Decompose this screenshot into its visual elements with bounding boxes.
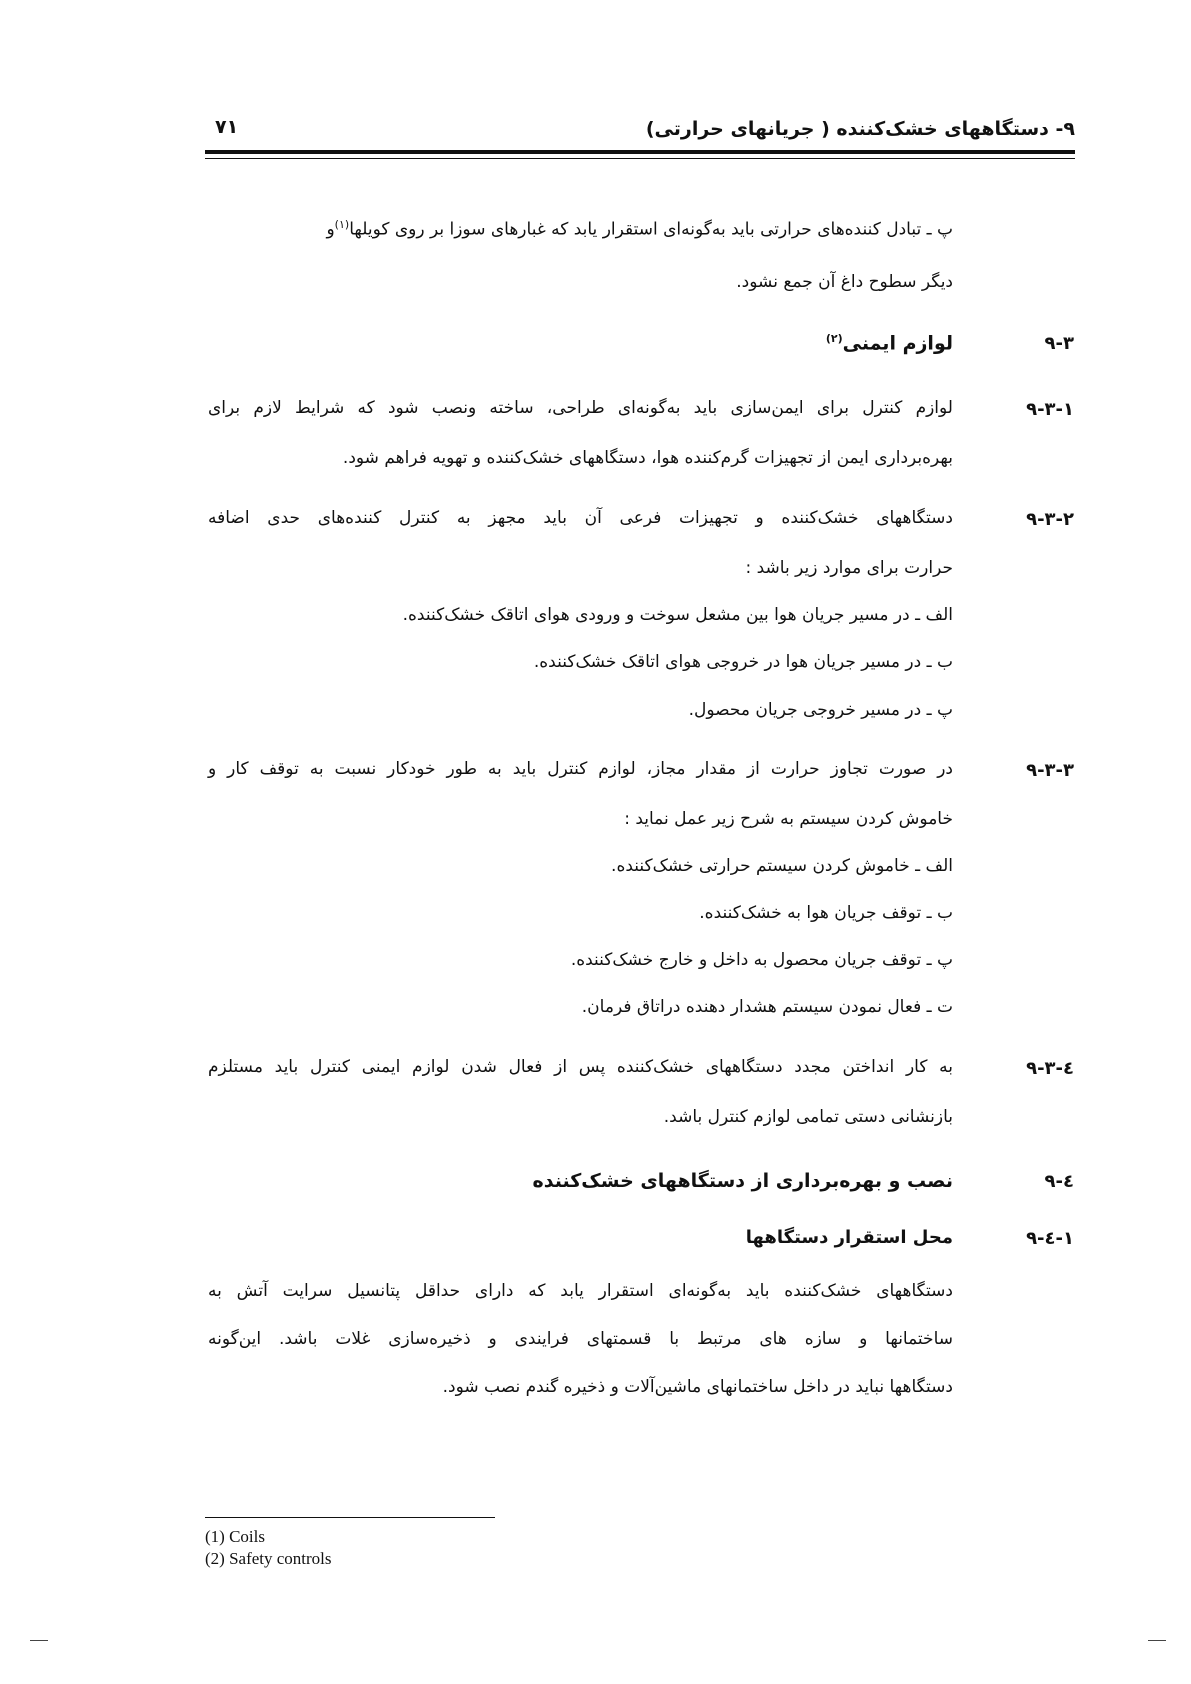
clause-number: ۹-۳-۱: [1026, 399, 1074, 420]
header-rule-thin: [205, 158, 1075, 159]
list-item: الف ـ خاموش کردن سیستم حرارتی خشک‌کننده.: [611, 856, 953, 876]
section-number: ۹-۳: [1044, 333, 1074, 354]
paragraph-line: دستگاههای خشک‌کننده باید به‌گونه‌ای استقرار یابد که دارای حداقل پتانسیل سرایت آتش به: [208, 1281, 953, 1301]
list-item: پ ـ در مسیر خروجی جریان محصول.: [688, 700, 953, 720]
clause-line: به کار انداختن مجدد دستگاههای خشک‌کننده پس از فعال شدن لوازم ایمنی کنترل باید مستلزم: [208, 1057, 953, 1077]
margin-mark: [1148, 1640, 1166, 1641]
clause-line: حرارت برای موارد زیر باشد :: [745, 558, 953, 578]
section-heading: لوازم ایمنی$^{(۲)}$: [825, 332, 953, 355]
clause-line: خاموش کردن سیستم به شرح زیر عمل نماید :: [624, 809, 953, 829]
subsection-number: ۹-٤-۱: [1026, 1228, 1074, 1249]
footnote: (2) Safety controls: [205, 1549, 332, 1568]
paragraph-line: ساختمانها و سازه های مرتبط با قسمتهای فرایندی و ذخیره‌سازی غلات باشد. این‌گونه: [208, 1329, 953, 1349]
clause-line: دستگاههای خشک‌کننده و تجهیزات فرعی آن باید مجهز به کنترل کننده‌های حدی اضافه: [208, 508, 953, 528]
clause-line: بازنشانی دستی تمامی لوازم کنترل باشد.: [663, 1107, 953, 1127]
clause-number: ۹-۳-۲: [1026, 509, 1074, 530]
paragraph-line: دستگاهها نباید در داخل ساختمانهای ماشین‌آلات و ذخیره گندم نصب شود.: [442, 1377, 953, 1397]
list-item: ب ـ توقف جریان هوا به خشک‌کننده.: [699, 903, 953, 923]
page-header: [205, 112, 1075, 152]
chapter-title: ۹- دستگاههای خشک‌کننده ( جریانهای حرارتی): [645, 118, 1075, 140]
list-item: الف ـ در مسیر جریان هوا بین مشعل سوخت و ورودی هوای اتاقک خشک‌کننده.: [402, 605, 953, 625]
section-heading: نصب و بهره‌برداری از دستگاههای خشک‌کننده: [532, 1170, 953, 1192]
clause-number: ۹-۳-٤: [1026, 1058, 1074, 1079]
list-item: ت ـ فعال نمودن سیستم هشدار دهنده دراتاق فرمان.: [581, 997, 953, 1017]
section-number: ۹-٤: [1044, 1171, 1074, 1192]
header-rule-thick: [205, 150, 1075, 154]
list-item: ب ـ در مسیر جریان هوا در خروجی هوای اتاقک خشک‌کننده.: [533, 652, 953, 672]
list-item: پ ـ توقف جریان محصول به داخل و خارج خشک‌کننده.: [570, 950, 953, 970]
clause-line: بهره‌برداری ایمن از تجهیزات گرم‌کننده هوا، دستگاههای خشک‌کننده و تهویه فراهم شود.: [342, 448, 953, 468]
footnote-ref-1: (۱): [334, 218, 350, 231]
page-number: ۷۱: [215, 116, 239, 138]
intro-line-2: دیگر سطوح داغ آن جمع نشود.: [736, 272, 953, 292]
clause-number: ۹-۳-۳: [1026, 760, 1074, 781]
intro-line-1: پ ـ تبادل کننده‌های حرارتی باید به‌گونه‌ای استقرار یابد که غبارهای سوزا بر روی کویلها$^{(۱)}$و: [326, 218, 953, 240]
footnote-separator: [205, 1517, 495, 1518]
margin-mark: [30, 1640, 48, 1641]
clause-line: لوازم کنترل برای ایمن‌سازی باید به‌گونه‌ای طراحی، ساخته ونصب شود که شرایط لازم برای: [208, 398, 953, 418]
clause-line: در صورت تجاوز حرارت از مقدار مجاز، لوازم کنترل باید به طور خودکار نسبت به توقف کار و: [208, 759, 953, 779]
subsection-heading: محل استقرار دستگاهها: [745, 1227, 953, 1248]
footnote-ref-2: (۲): [825, 332, 843, 345]
footnote: (1) Coils: [205, 1527, 265, 1546]
